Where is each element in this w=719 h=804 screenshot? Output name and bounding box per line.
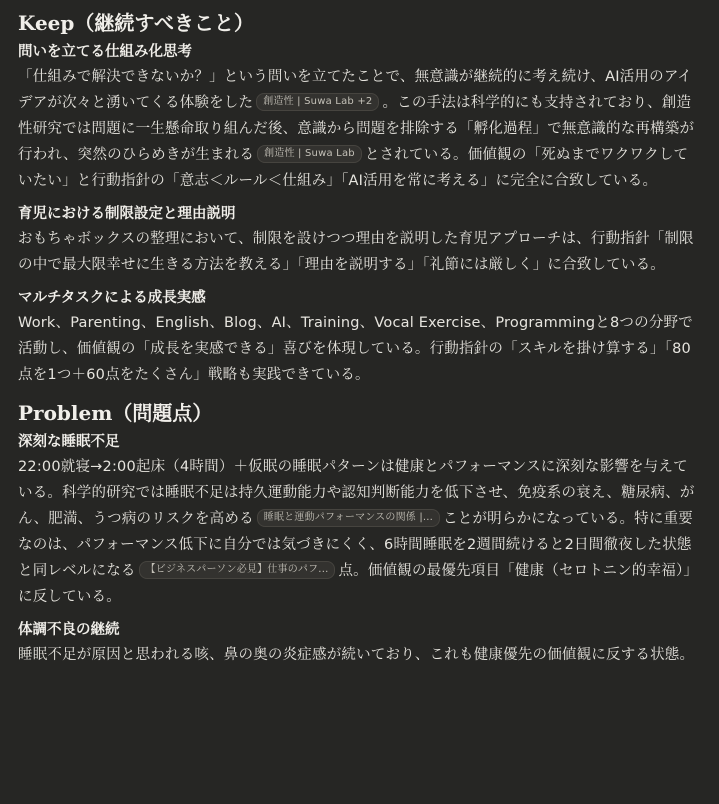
- keep-section-parenting: [18, 202, 701, 278]
- section-body: 22:00就寝→2:00起床（4時間）＋仮眠の睡眠パターンは健康とパフォーマンスに深刻な影響を与えている。科学的研究では睡眠不足は持久運動能力や認知判断能力を低下させ、免疫系の衰え、糖尿病、がん、肥満、うつ病のリスクを高める 睡眠と運動パフォーマンスの関係 |... ことが明らかになっている。特に重要なのは、パフォーマンス低下に自分では気づきにくく、6時間睡眠を2週間続けると2日間徹夜した状態と同レベルになる 【ビジネスパーソン必見】仕事のパフ... 点。価値観の最優先項目「健康（セロトニン的幸福）」に反している。: [18, 459, 699, 605]
- section-heading: 問いを立てる仕組み化思考: [18, 44, 192, 60]
- section-heading: 深刻な睡眠不足: [18, 434, 120, 450]
- keep-section-multitask: [18, 286, 701, 388]
- keep-title: Keep（継続すべきこと）: [18, 11, 254, 35]
- section-body: 睡眠不足が原因と思われる咳、鼻の奥の炎症感が続いており、これも健康優先の価値観に反する状態。: [18, 647, 695, 663]
- section-heading: 育児における制限設定と理由説明: [18, 206, 236, 222]
- problem-section-health: [18, 618, 701, 668]
- section-body: Work、Parenting、English、Blog、AI、Training、Vocal Exercise、Programmingと8つの分野で活動し、価値観の「成長を実感できる」喜びを体現している。行動指針の「スキルを掛け算する」「80点を1つ＋60点をたくさん」戦略も実践できている。: [18, 315, 693, 383]
- citation-chip[interactable]: 睡眠と運動パフォーマンスの関係 |...: [257, 509, 440, 527]
- section-heading: 体調不良の継続: [18, 622, 120, 638]
- citation-chip[interactable]: 創造性 | Suwa Lab +2: [256, 93, 379, 111]
- section-body: おもちゃボックスの整理において、制限を設けつつ理由を説明した育児アプローチは、行動指針「制限の中で最大限幸せに生きる方法を教える」「理由を説明する」「礼節には厳しく」に合致している。: [18, 231, 694, 273]
- keep-section-systematic-thinking: [18, 40, 701, 194]
- problem-section-sleep: [18, 430, 701, 610]
- citation-chip[interactable]: 【ビジネスパーソン必見】仕事のパフ...: [139, 561, 336, 579]
- section-heading: マルチタスクによる成長実感: [18, 290, 206, 306]
- section-body: 「仕組みで解決できないか？」という問いを立てたことで、無意識が継続的に考え続け、AI活用のアイデアが次々と湧いてくる体験をした 創造性 | Suwa Lab +2 。この手法は科学的にも支持されており、創造性研究では問題に一生懸命取り組んだ後、意識から問題を排除する「孵化過程」で無意識的な再構築が行われ、突然のひらめきが生まれる 創造性 | Suwa Lab とされている。価値観の「死ぬまでワクワクしていたい」と行動指針の「意志＜ルール＜仕組み」「AI活用を常に考える」に完全に合致している。: [18, 69, 695, 189]
- problem-title: Problem（問題点）: [18, 401, 213, 425]
- citation-chip[interactable]: 創造性 | Suwa Lab: [257, 145, 362, 163]
